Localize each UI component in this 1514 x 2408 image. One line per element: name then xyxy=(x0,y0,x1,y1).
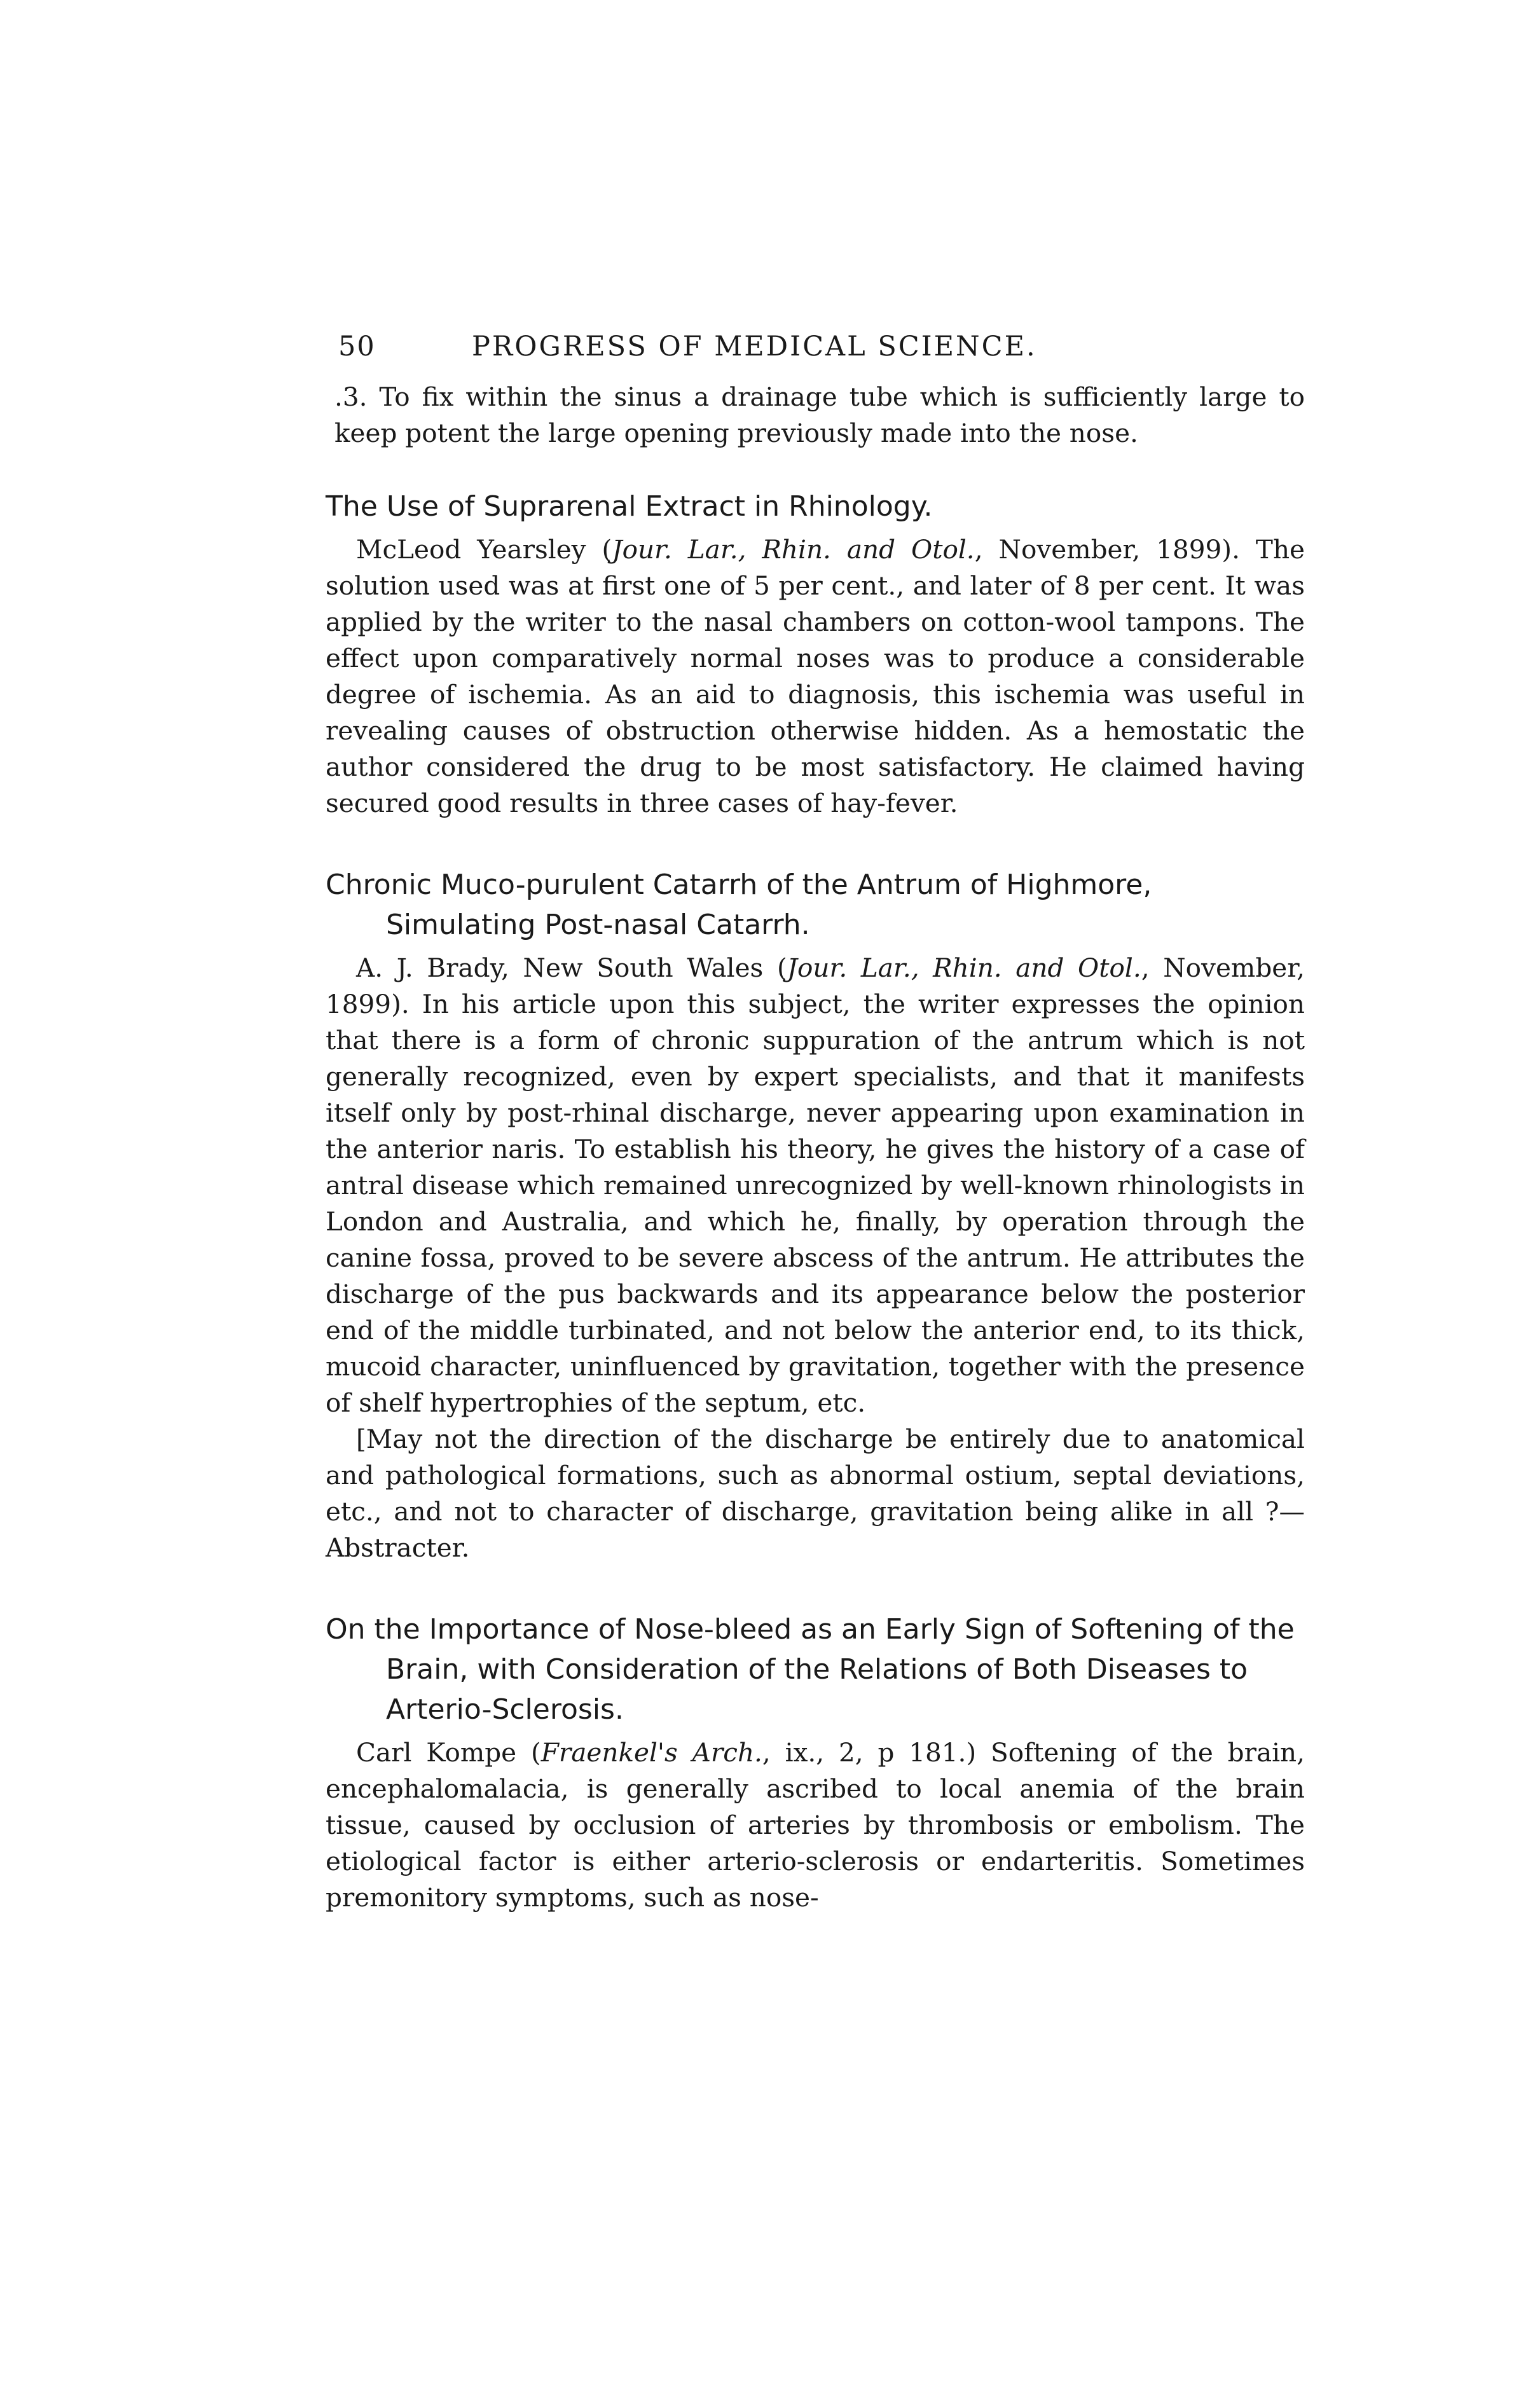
page-content xyxy=(326,318,1305,1916)
journal-citation: Jour. Lar., Rhin. and Otol. xyxy=(612,534,975,565)
section-suprarenal-extract xyxy=(326,486,1305,822)
author: A. J. Brady, New South Wales ( xyxy=(356,953,787,983)
author: Carl Kompe ( xyxy=(356,1737,541,1768)
author: McLeod Yearsley ( xyxy=(356,534,612,565)
paragraph-body: , November, 1899). The solution used was at first one of 5 per cent., and later of 8 per cent. It was applied by the writer to the nasal chambers on cotton-wool tampons. The effect upon comparatively normal noses was to produce a considerable degree of ischemia. As an aid to diagnosis, this ischemia was useful in revealing causes of obstruction otherwise hidden. As a hemostatic the author considered the drug to be most satisfactory. He claimed having secured good results in three cases of hay-fever. xyxy=(326,534,1305,818)
running-title: PROGRESS OF MEDICAL SCIENCE. xyxy=(472,331,1037,362)
page-number: 50 xyxy=(338,331,376,362)
section-heading: On the Importance of Nose-bleed as an Early Sign of Softening of the Brain, with Consideration of the Relations of Both Diseases to Arterio-Sclerosis. xyxy=(326,1613,1295,1726)
paragraph-body: , ix., 2, p 181.) Softening of the brain, encephalomalacia, is generally ascribed to local anemia of the brain tissue, caused by occlusion of arteries by thrombosis or embolism. The etiological factor is either arterio-sclerosis or endarteritis. Sometimes premonitory symptoms, such as nose- xyxy=(326,1737,1305,1913)
running-head xyxy=(326,318,1305,369)
paragraph-body: , November, 1899). In his article upon this subject, the writer expresses the opinion that there is a form of chronic suppuration of the antrum which is not generally recognized, even by expert specialists, and that it manifests itself only by post-rhinal discharge, never appearing upon examination in the anterior naris. To establish his theory, he gives the history of a case of antral disease which remained unrecognized by well-known rhinologists in London and Australia, and which he, finally, by operation through the canine fossa, proved to be severe abscess of the antrum. He attributes the discharge of the pus backwards and its appearance below the posterior end of the middle turbinated, and not below the anterior end, to its thick, mucoid character, uninfluenced by gravitation, together with the presence of shelf hypertrophies of the septum, etc. xyxy=(326,953,1305,1418)
section-paragraph xyxy=(326,1735,1305,1916)
section-paragraph xyxy=(326,532,1305,822)
abstracter-note: [May not the direction of the discharge be entirely due to anatomical and pathological formations, such as abnormal ostium, septal deviations, etc., and not to character of discharge, gravitation being alike in all ?—Abstracter. xyxy=(326,1424,1305,1563)
section-nose-bleed xyxy=(326,1609,1305,1916)
section-paragraph xyxy=(326,950,1305,1421)
intro-item-3: .3. To fix within the sinus a drainage tube which is sufficiently large to keep potent the large opening previously made into the nose. xyxy=(334,382,1305,448)
section-antrum-catarrh xyxy=(326,865,1305,1566)
journal-citation: Jour. Lar., Rhin. and Otol. xyxy=(787,953,1141,983)
journal-citation: Fraenkel's Arch. xyxy=(540,1737,762,1768)
section-heading: Chronic Muco-purulent Catarrh of the Antrum of Highmore, Simulating Post-nasal Catarrh. xyxy=(326,869,1152,941)
section-heading: The Use of Suprarenal Extract in Rhinology. xyxy=(326,490,933,523)
